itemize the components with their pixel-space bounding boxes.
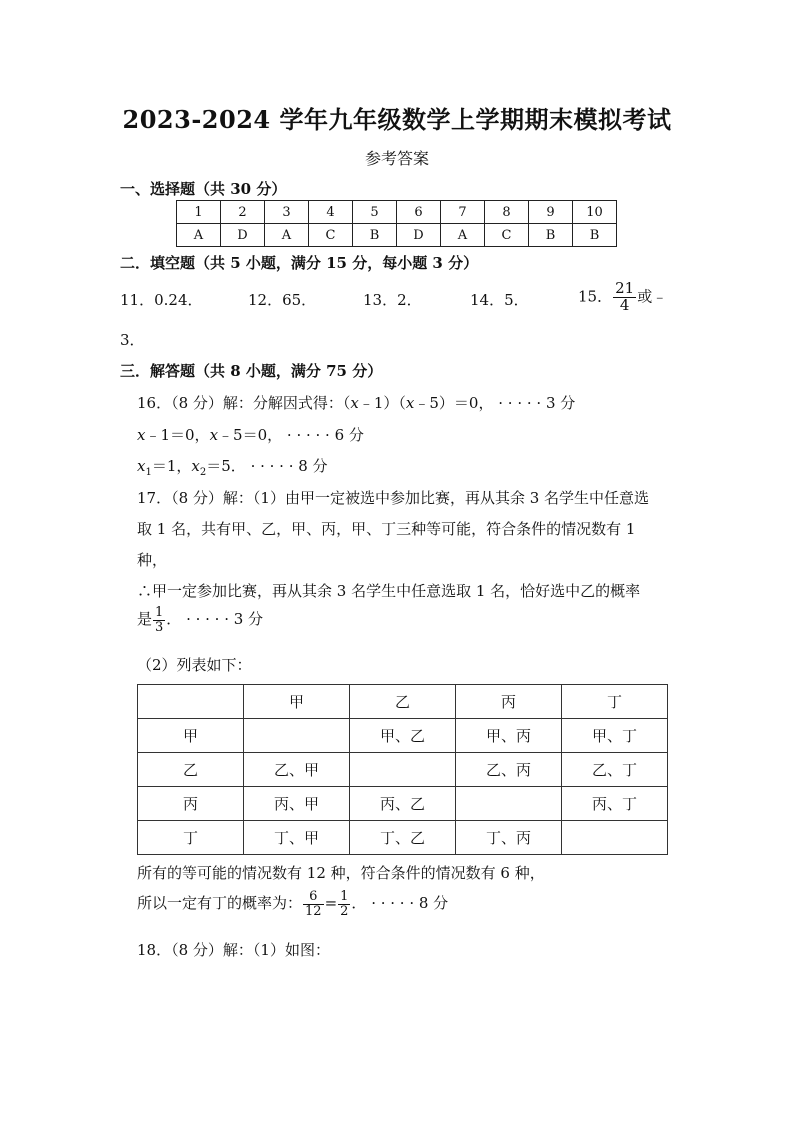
table-cell: 丁、甲 (244, 821, 350, 855)
q17-line4: ∴甲一定参加比赛，再从其余 3 名学生中任意选取 1 名，恰好选中乙的概率 (137, 582, 641, 600)
table-cell: 乙、丁 (562, 753, 668, 787)
q15-fraction (613, 281, 636, 314)
page-title: 2023-2024 学年九年级数学上学期期末模拟考试 (122, 105, 672, 134)
table-cell (350, 753, 456, 787)
table-header-row (138, 685, 668, 719)
fraction-numerator: 21 (615, 279, 635, 297)
table-cell: 甲、丁 (562, 719, 668, 753)
table-cell: 丙 (456, 685, 562, 719)
text: 所以一定有丁的概率为： (137, 894, 303, 913)
fraction-denominator: 2 (340, 903, 349, 919)
table-row (177, 224, 617, 247)
q17-summary: 所有的等可能的情况数有 12 种，符合条件的情况数有 6 种， (137, 864, 545, 882)
table-cell: D (221, 224, 265, 247)
probability-fraction (303, 890, 324, 918)
probability-fraction (153, 606, 165, 634)
table-cell: 1 (177, 201, 221, 224)
score-mark: ． · · · · · 8 分 (351, 894, 449, 913)
score-mark: · · · · · 3 分 (498, 394, 576, 412)
answer-q15 (578, 281, 667, 314)
table-cell: 乙 (350, 685, 456, 719)
table-cell: B (529, 224, 573, 247)
text: ﹣1）（ (358, 394, 406, 412)
text: ﹣5＝0， (218, 426, 283, 444)
q15-suffix: 或﹣ (637, 287, 668, 306)
var-x: x (350, 394, 359, 412)
var-x: x (209, 426, 219, 444)
q17-line1: 17．（8 分）解：（1）由甲一定被选中参加比赛，再从其余 3 名学生中任意选 (137, 489, 650, 507)
fraction-numerator: 6 (303, 890, 324, 905)
table-cell (244, 719, 350, 753)
fraction-denominator: 12 (305, 903, 322, 919)
table-cell: 乙、甲 (244, 753, 350, 787)
table-cell: 丁 (562, 685, 668, 719)
table-cell: 丁 (138, 821, 244, 855)
subscript: 2 (199, 467, 207, 478)
table-row (138, 787, 668, 821)
table-cell: 丙、丁 (562, 787, 668, 821)
table-row (138, 821, 668, 855)
var-x: x (137, 457, 146, 475)
table-cell: A (265, 224, 309, 247)
table-cell: 3 (265, 201, 309, 224)
table-cell (456, 787, 562, 821)
q17-part2: （2）列表如下： (137, 656, 252, 674)
choice-answer-table (176, 200, 617, 247)
table-cell: 甲、乙 (350, 719, 456, 753)
q17-line2: 取 1 名，共有甲、乙，甲、丙，甲、丁三种等可能，符合条件的情况数有 1 (137, 520, 636, 538)
table-cell (138, 685, 244, 719)
table-cell: 丁、乙 (350, 821, 456, 855)
table-cell: C (485, 224, 529, 247)
table-cell (562, 821, 668, 855)
score-mark: · · · · · 6 分 (286, 426, 364, 444)
text: ﹣1＝0， (145, 426, 210, 444)
table-cell: B (573, 224, 617, 247)
text: 16．（8 分）解：分解因式得：（ (137, 394, 351, 412)
text: 是 (137, 610, 153, 629)
var-x: x (405, 394, 415, 412)
fraction-denominator: 4 (619, 295, 630, 314)
q18-line1: 18．（8 分）解：（1）如图： (137, 941, 330, 959)
text: ＝5． (206, 457, 246, 475)
var-x: x (137, 426, 146, 444)
subscript: 1 (145, 467, 152, 478)
table-cell: 4 (309, 201, 353, 224)
page-subtitle: 参考答案 (364, 149, 429, 168)
text: ＝1， (151, 457, 192, 475)
table-row (138, 719, 668, 753)
table-cell: 6 (397, 201, 441, 224)
fraction-numerator: 1 (155, 605, 164, 620)
var-x: x (191, 457, 200, 475)
q17-line5 (137, 606, 263, 634)
table-cell: 8 (485, 201, 529, 224)
outcome-table (137, 684, 668, 855)
q17-line3: 种， (137, 551, 168, 569)
q16-line1 (137, 392, 575, 413)
score-mark: ． · · · · · 3 分 (166, 610, 264, 629)
table-cell: 10 (573, 201, 617, 224)
table-cell: D (397, 224, 441, 247)
equals-sign: = (324, 894, 338, 913)
table-cell: 2 (221, 201, 265, 224)
table-cell: 丙 (138, 787, 244, 821)
q15-prefix: 15． (578, 287, 613, 306)
fraction-denominator: 3 (155, 619, 164, 635)
q17-final (137, 890, 448, 918)
fraction-numerator: 1 (340, 889, 349, 904)
table-cell: 甲、丙 (456, 719, 562, 753)
table-cell: 丁、丙 (456, 821, 562, 855)
table-cell: 甲 (244, 685, 350, 719)
table-cell: 乙 (138, 753, 244, 787)
table-cell: 7 (441, 201, 485, 224)
table-row (138, 753, 668, 787)
table-cell: 5 (353, 201, 397, 224)
score-mark: · · · · · 8 分 (250, 457, 328, 475)
q16-line2 (137, 424, 364, 445)
table-cell: 甲 (138, 719, 244, 753)
section-heading-fill: 二．填空题（共 5 小题，满分 15 分，每小题 3 分） (120, 254, 479, 272)
text: ﹣5）＝0， (414, 394, 494, 412)
table-cell: A (441, 224, 485, 247)
table-cell: C (309, 224, 353, 247)
section-heading-choice: 一、选择题（共 30 分） (120, 180, 287, 198)
answer-q11: 11．0.24． (120, 291, 203, 309)
probability-fraction (338, 890, 350, 918)
answer-q15-wrap: 3． (120, 331, 145, 349)
table-cell: 乙、丙 (456, 753, 562, 787)
table-cell: B (353, 224, 397, 247)
answer-q14: 14．5． (470, 291, 529, 309)
answer-q13: 13．2． (363, 291, 422, 309)
table-cell: 丙、乙 (350, 787, 456, 821)
table-row (177, 201, 617, 224)
table-cell: 9 (529, 201, 573, 224)
answer-q12: 12．65． (248, 291, 317, 309)
table-cell: A (177, 224, 221, 247)
section-heading-solve: 三．解答题（共 8 小题，满分 75 分） (120, 362, 383, 380)
q16-line3 (137, 455, 328, 478)
table-cell: 丙、甲 (244, 787, 350, 821)
